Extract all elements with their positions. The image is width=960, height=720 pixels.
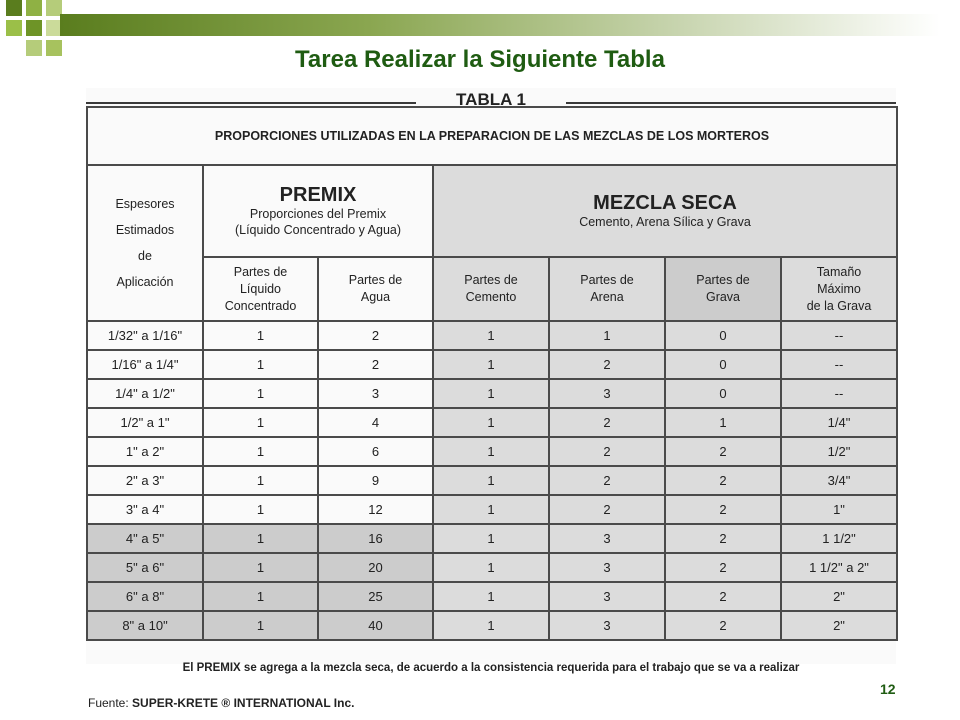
table-cell: 1 — [203, 524, 318, 553]
table-cell: 3 — [549, 611, 665, 640]
header-line: Concentrado — [224, 298, 297, 313]
table-cell: 1 — [433, 582, 549, 611]
table-footnote: El PREMIX se agrega a la mezcla seca, de acuerdo a la consistencia requerida para el trabajo que se va a realizar — [182, 662, 800, 674]
premix-title: PREMIX — [279, 184, 357, 206]
table-cell: 1 — [433, 524, 549, 553]
table-cell: 1 — [203, 321, 318, 350]
header-line: Partes de — [580, 273, 634, 287]
table-cell: 2 — [318, 321, 433, 350]
table-cell: 1/2" — [781, 437, 897, 466]
table-cell: 2 — [665, 553, 781, 582]
table-cell: 6" a 8" — [87, 582, 203, 611]
table-cell: 1" a 2" — [87, 437, 203, 466]
table-row — [87, 379, 897, 408]
table-row — [87, 437, 897, 466]
table-cell: 1 — [203, 350, 318, 379]
table-cell: 12 — [318, 495, 433, 524]
table-cell: 0 — [665, 350, 781, 379]
table-row — [87, 495, 897, 524]
table-cell: 2 — [665, 437, 781, 466]
table-cell: 2 — [549, 350, 665, 379]
table-row — [87, 350, 897, 379]
table-cell: 1 — [203, 582, 318, 611]
table-cell: 1 1/2" a 2" — [781, 553, 897, 582]
table-row — [87, 466, 897, 495]
table-cell: 3 — [318, 379, 433, 408]
table-row — [87, 408, 897, 437]
header-line: Partes de — [233, 264, 288, 279]
table-cell: 1 — [433, 379, 549, 408]
table-cell: 1/16" a 1/4" — [87, 350, 203, 379]
table-cell: 1 1/2" — [781, 524, 897, 553]
decor-square — [6, 0, 22, 16]
table-cell: 1 — [203, 553, 318, 582]
table-cell: 1 — [433, 350, 549, 379]
spec-line: de — [138, 249, 152, 263]
table-cell: -- — [781, 321, 897, 350]
table-cell: 2 — [318, 350, 433, 379]
table-label: TABLA 1 — [416, 90, 566, 114]
table-cell: 6 — [318, 437, 433, 466]
premix-sub-line: (Líquido Concentrado y Agua) — [234, 223, 402, 237]
table-cell: 3 — [549, 582, 665, 611]
table-row — [87, 611, 897, 640]
table-cell: 1 — [433, 611, 549, 640]
table-cell: 40 — [318, 611, 433, 640]
header-line: Partes de — [696, 273, 750, 287]
table-cell: 2 — [665, 466, 781, 495]
table-cell: 16 — [318, 524, 433, 553]
header-line: Tamaño — [816, 264, 862, 279]
table-cell: 2 — [549, 408, 665, 437]
table-cell: 1 — [665, 408, 781, 437]
table-cell: 2 — [665, 611, 781, 640]
table-cell: 1 — [549, 321, 665, 350]
column-header — [549, 257, 665, 321]
header-line: de la Grava — [806, 298, 872, 313]
table-cell: 1 — [433, 553, 549, 582]
table-cell: 1/4" — [781, 408, 897, 437]
column-header — [781, 257, 897, 321]
table-row — [87, 524, 897, 553]
decor-square — [26, 0, 42, 16]
source-note — [88, 696, 354, 710]
table-cell: 1 — [203, 466, 318, 495]
table-cell: 2 — [549, 437, 665, 466]
table-cell: 1 — [433, 495, 549, 524]
decor-square — [26, 20, 42, 36]
table-cell: 2 — [665, 524, 781, 553]
premix-sub-line: Proporciones del Premix — [249, 207, 387, 221]
header-line: Arena — [590, 290, 624, 304]
table-figure — [86, 88, 896, 674]
table-cell: 20 — [318, 553, 433, 582]
table-row — [87, 321, 897, 350]
mezcla-seca-sub: Cemento, Arena Sílica y Grava — [579, 215, 751, 229]
table-cell: 1/32" a 1/16" — [87, 321, 203, 350]
table-cell: 1 — [203, 437, 318, 466]
table-cell: 2 — [665, 582, 781, 611]
table-cell: 9 — [318, 466, 433, 495]
table-caption: PROPORCIONES UTILIZADAS EN LA PREPARACION DE LAS MEZCLAS DE LOS MORTEROS — [87, 107, 897, 165]
spec-header — [87, 165, 203, 321]
header-line: Cemento — [465, 290, 517, 304]
table-cell: 1 — [203, 408, 318, 437]
table-cell: 1 — [433, 321, 549, 350]
table-cell: 1" — [781, 495, 897, 524]
source-prefix: Fuente: — [88, 696, 129, 710]
slide-title: Tarea Realizar la Siguiente Tabla — [295, 46, 665, 73]
table-cell: 3 — [549, 553, 665, 582]
header-line: Máximo — [817, 281, 861, 296]
table-cell: 1 — [203, 379, 318, 408]
table-cell: 0 — [665, 379, 781, 408]
header-line: Grava — [705, 290, 741, 304]
table-cell: 5" a 6" — [87, 553, 203, 582]
header-gradient-bar — [60, 14, 940, 36]
table-cell: 1 — [433, 437, 549, 466]
page-number: 12 — [880, 681, 896, 697]
table-cell: 3" a 4" — [87, 495, 203, 524]
table-cell: 8" a 10" — [87, 611, 203, 640]
table-row — [87, 553, 897, 582]
decor-square — [6, 20, 22, 36]
table-cell: 1/2" a 1" — [87, 408, 203, 437]
column-header — [665, 257, 781, 321]
table-cell: 1/4" a 1/2" — [87, 379, 203, 408]
table-cell: 3 — [549, 379, 665, 408]
mezcla-seca-title: MEZCLA SECA — [593, 192, 737, 214]
table-cell: 3/4" — [781, 466, 897, 495]
table-cell: 1 — [433, 466, 549, 495]
column-header — [433, 257, 549, 321]
table-cell: 0 — [665, 321, 781, 350]
header-line: Partes de — [348, 273, 403, 287]
table-cell: 3 — [549, 524, 665, 553]
header-line: Líquido — [239, 281, 281, 296]
table-cell: -- — [781, 379, 897, 408]
table-cell: 2" — [781, 611, 897, 640]
source-text: SUPER-KRETE ® INTERNATIONAL Inc. — [132, 696, 355, 710]
header-line: Partes de — [464, 273, 518, 287]
column-header — [203, 257, 318, 321]
table-cell: 4" a 5" — [87, 524, 203, 553]
table-cell: 4 — [318, 408, 433, 437]
table-row — [87, 582, 897, 611]
table-cell: 2" — [781, 582, 897, 611]
spec-line: Estimados — [115, 223, 175, 237]
table-cell: 25 — [318, 582, 433, 611]
spec-line: Aplicación — [116, 275, 174, 289]
table-cell: 1 — [433, 408, 549, 437]
table-cell: 2 — [549, 466, 665, 495]
column-header — [318, 257, 433, 321]
header-line: Agua — [360, 290, 391, 304]
table-cell: 2 — [665, 495, 781, 524]
spec-line: Espesores — [115, 197, 175, 211]
table-cell: 1 — [203, 611, 318, 640]
premix-header — [203, 165, 433, 257]
table-cell: 2" a 3" — [87, 466, 203, 495]
proportions-table — [86, 106, 898, 641]
table-cell: -- — [781, 350, 897, 379]
mezcla-seca-header — [433, 165, 897, 257]
table-cell: 2 — [549, 495, 665, 524]
table-cell: 1 — [203, 495, 318, 524]
